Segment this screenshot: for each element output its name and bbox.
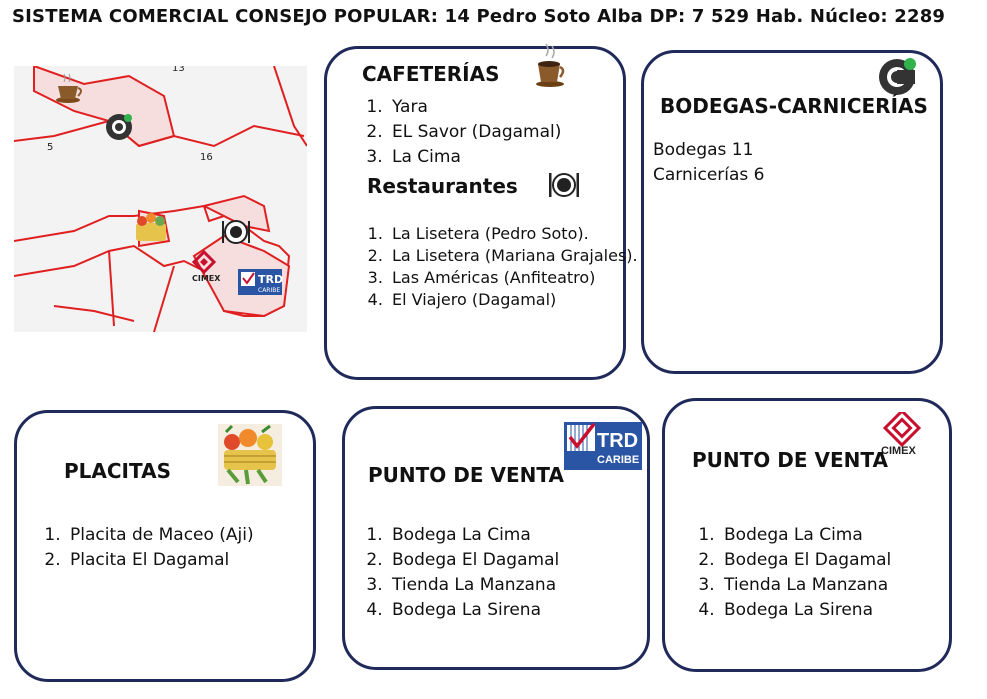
- cimex-punto-venta-heading: PUNTO DE VENTA: [692, 448, 888, 472]
- svg-text:CIMEX: CIMEX: [881, 445, 916, 456]
- carnicerias-count: Carnicerías 6: [653, 165, 765, 185]
- svg-text:TRD: TRD: [597, 430, 639, 452]
- cafeterias-heading: CAFETERÍAS: [362, 62, 500, 86]
- list-item: 1. La Lisetera (Pedro Soto).: [388, 223, 650, 245]
- svg-text:CARIBE: CARIBE: [597, 454, 640, 466]
- map-bodega-logo-icon: [106, 114, 132, 140]
- svg-text:CARIBE: CARIBE: [258, 287, 281, 294]
- map-trd-logo-icon: [238, 269, 283, 295]
- svg-text:CIMEX: CIMEX: [192, 274, 221, 283]
- restaurantes-list: [352, 223, 650, 311]
- svg-text:TRD: TRD: [258, 273, 284, 286]
- trd-caribe-logo-icon: [564, 422, 642, 470]
- list-item: 3. Las Américas (Anfiteatro): [388, 267, 650, 289]
- list-item: 4. Bodega La Sirena: [388, 598, 678, 623]
- page-title: SISTEMA COMERCIAL CONSEJO POPULAR: 14 Pedro Soto Alba DP: 7 529 Hab. Núcleo: 2289: [12, 6, 946, 27]
- list-item: 1. Bodega La Cima: [388, 523, 678, 548]
- map-label-13: 13: [172, 66, 185, 74]
- vegetables-basket-icon: [218, 424, 282, 486]
- map-label-5: 5: [47, 142, 54, 153]
- list-item: 2. Bodega El Dagamal: [720, 548, 982, 573]
- list-item: 2. La Lisetera (Mariana Grajales).: [388, 245, 650, 267]
- placitas-list: [30, 523, 346, 573]
- trd-punto-venta-heading: PUNTO DE VENTA: [368, 463, 564, 487]
- map-svg: [14, 66, 307, 332]
- cimex-punto-venta-list: [684, 523, 982, 623]
- list-item: 1. Bodega La Cima: [720, 523, 982, 548]
- list-item: 1. Placita de Maceo (Aji): [66, 523, 346, 548]
- list-item: 4. Bodega La Sirena: [720, 598, 982, 623]
- plate-cutlery-icon: [548, 172, 580, 198]
- list-item: 1. Yara: [388, 95, 658, 120]
- list-item: 3. Tienda La Manzana: [388, 573, 678, 598]
- list-item: 3. Tienda La Manzana: [720, 573, 982, 598]
- bodegas-count: Bodegas 11: [653, 140, 754, 160]
- list-item: 3. La Cima: [388, 145, 658, 170]
- map-vegetables-icon: [136, 213, 166, 241]
- bodega-logo-icon: [877, 56, 921, 96]
- map-label-16: 16: [200, 152, 213, 163]
- list-item: 2. Bodega El Dagamal: [388, 548, 678, 573]
- district-map: [14, 66, 307, 332]
- cafeterias-list: [352, 95, 658, 170]
- restaurantes-heading: Restaurantes: [367, 174, 518, 198]
- bodegas-heading: BODEGAS-CARNICERÍAS: [660, 94, 928, 118]
- placitas-heading: PLACITAS: [64, 459, 171, 483]
- list-item: 2. EL Savor (Dagamal): [388, 120, 658, 145]
- list-item: 4. El Viajero (Dagamal): [388, 289, 650, 311]
- coffee-cup-icon: [534, 42, 566, 88]
- list-item: 2. Placita El Dagamal: [66, 548, 346, 573]
- trd-punto-venta-list: [352, 523, 678, 623]
